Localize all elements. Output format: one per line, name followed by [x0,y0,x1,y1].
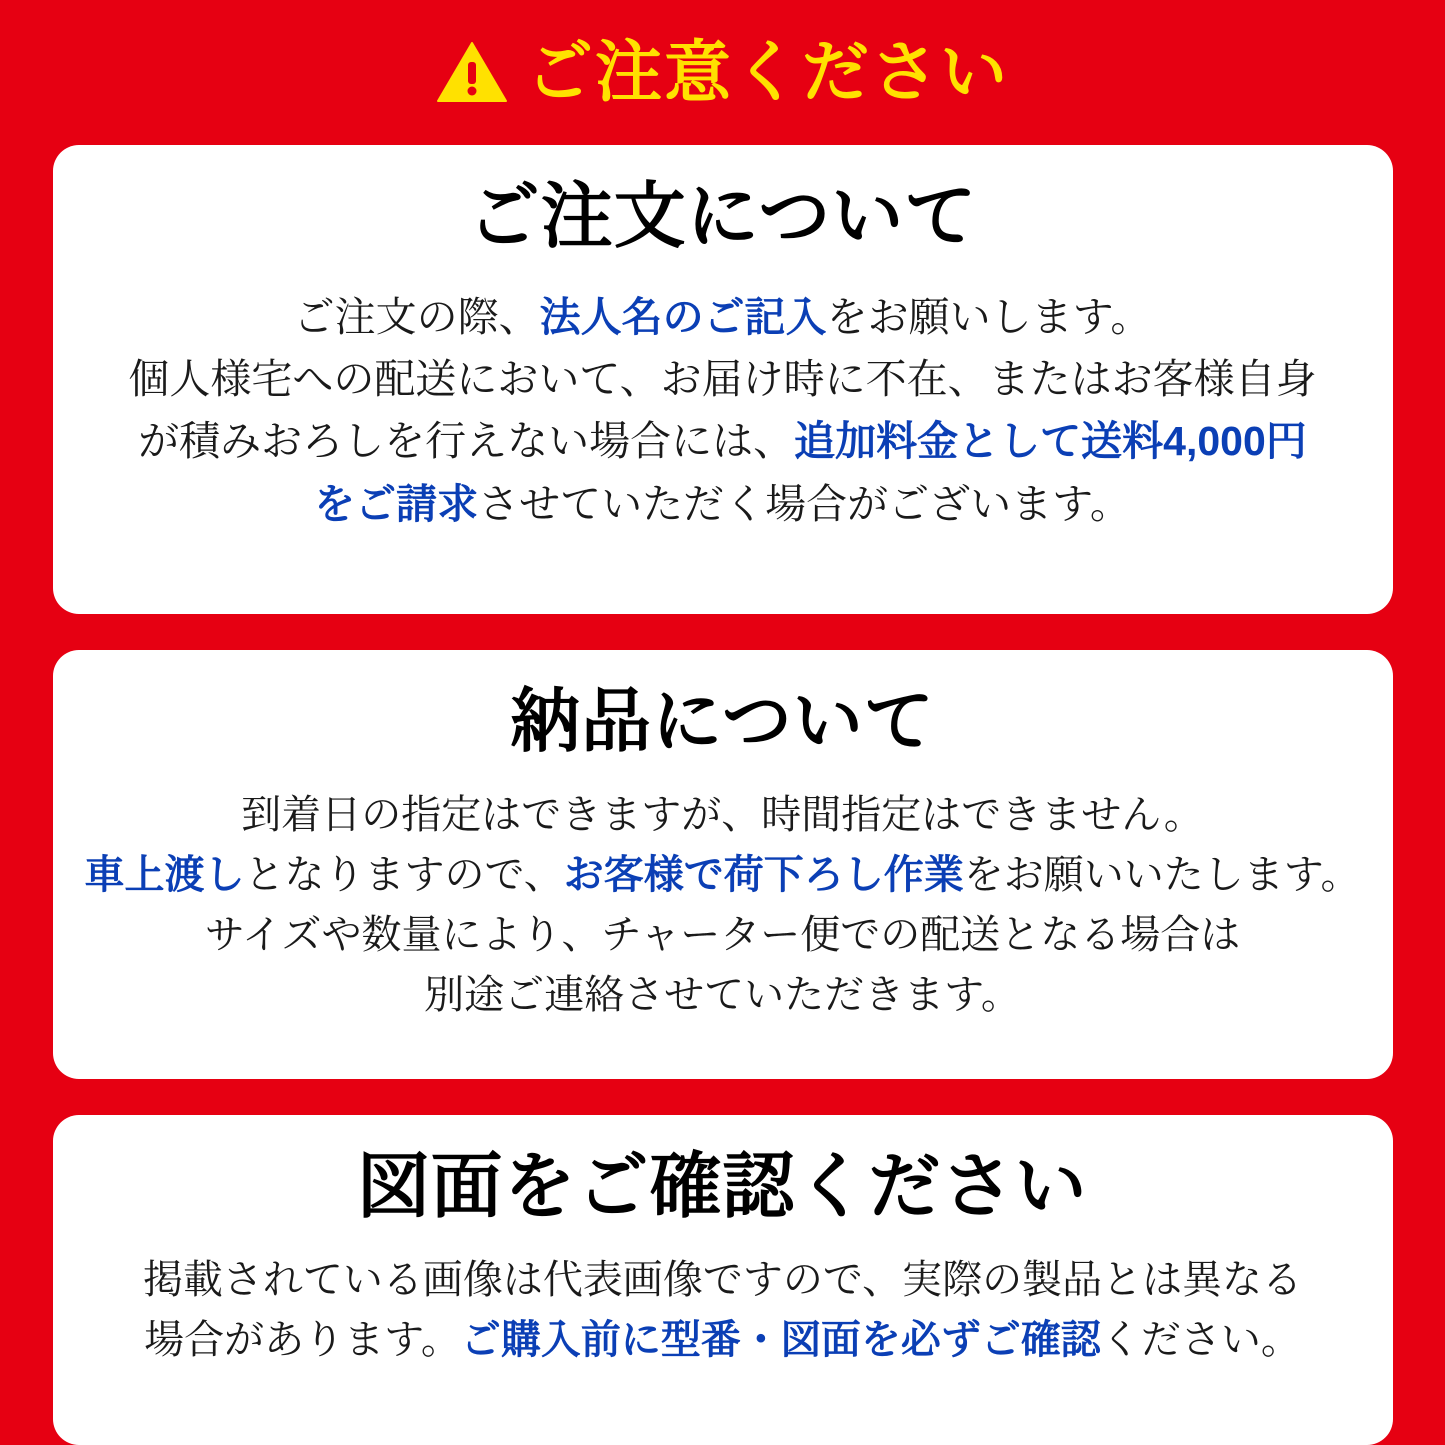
text-highlight: お客様で荷下ろし作業 [563,852,964,897]
text-highlight: 車上渡し [84,852,245,897]
card-drawing-body [143,1250,1302,1370]
text-plain: 別途ご連絡させていただきます。 [424,972,1021,1017]
card-drawing-line-1 [143,1250,1302,1310]
card-drawing-line-2 [143,1310,1302,1370]
banner-title: ご注意ください [526,34,1009,110]
text-plain: ご注文の際、 [293,293,540,340]
card-delivery-line-4 [85,965,1361,1025]
card-order-line-1 [128,286,1316,348]
text-plain: ください。 [1100,1318,1301,1363]
card-order-title: ご注文について [467,176,978,257]
text-plain: となりますので、 [244,852,564,897]
card-order-line-2 [128,348,1316,410]
text-highlight: 法人名のご記入 [539,293,827,340]
card-delivery [53,650,1393,1079]
card-delivery-body [85,785,1361,1025]
text-plain: 場合があります。 [144,1318,461,1363]
text-highlight: ご購入前に型番・図面を必ずご確認 [460,1318,1101,1363]
text-plain: をお願いいたします。 [963,852,1361,897]
warning-banner [0,0,1445,145]
card-drawing [53,1115,1393,1445]
card-delivery-title: 納品について [510,682,935,761]
text-plain: サイズや数量により、チャーター便での配送となる場合は [204,912,1241,957]
card-order [53,145,1393,614]
card-order-line-3 [128,410,1316,472]
text-plain: 掲載されている画像は代表画像ですので、実際の製品とは異なる [142,1258,1303,1303]
text-highlight: 追加料金として送料4,000円 [794,418,1307,465]
card-order-body [128,286,1316,535]
card-delivery-line-3 [85,905,1361,965]
card-order-line-4 [128,473,1316,535]
text-plain: をお願いします。 [826,293,1152,340]
text-plain: させていただく場合がございます。 [478,480,1131,527]
text-highlight: をご請求 [314,480,479,527]
text-plain: が積みおろしを行えない場合には、 [138,418,795,465]
card-delivery-line-1 [85,785,1361,845]
warning-triangle-icon [436,40,508,104]
card-drawing-title: 図面をご確認ください [357,1147,1088,1228]
card-delivery-line-2 [85,845,1361,905]
text-plain: 個人様宅への配送において、お届け時に不在、またはお客様自身 [128,356,1317,403]
text-plain: 到着日の指定はできますが、時間指定はできません。 [241,792,1204,837]
